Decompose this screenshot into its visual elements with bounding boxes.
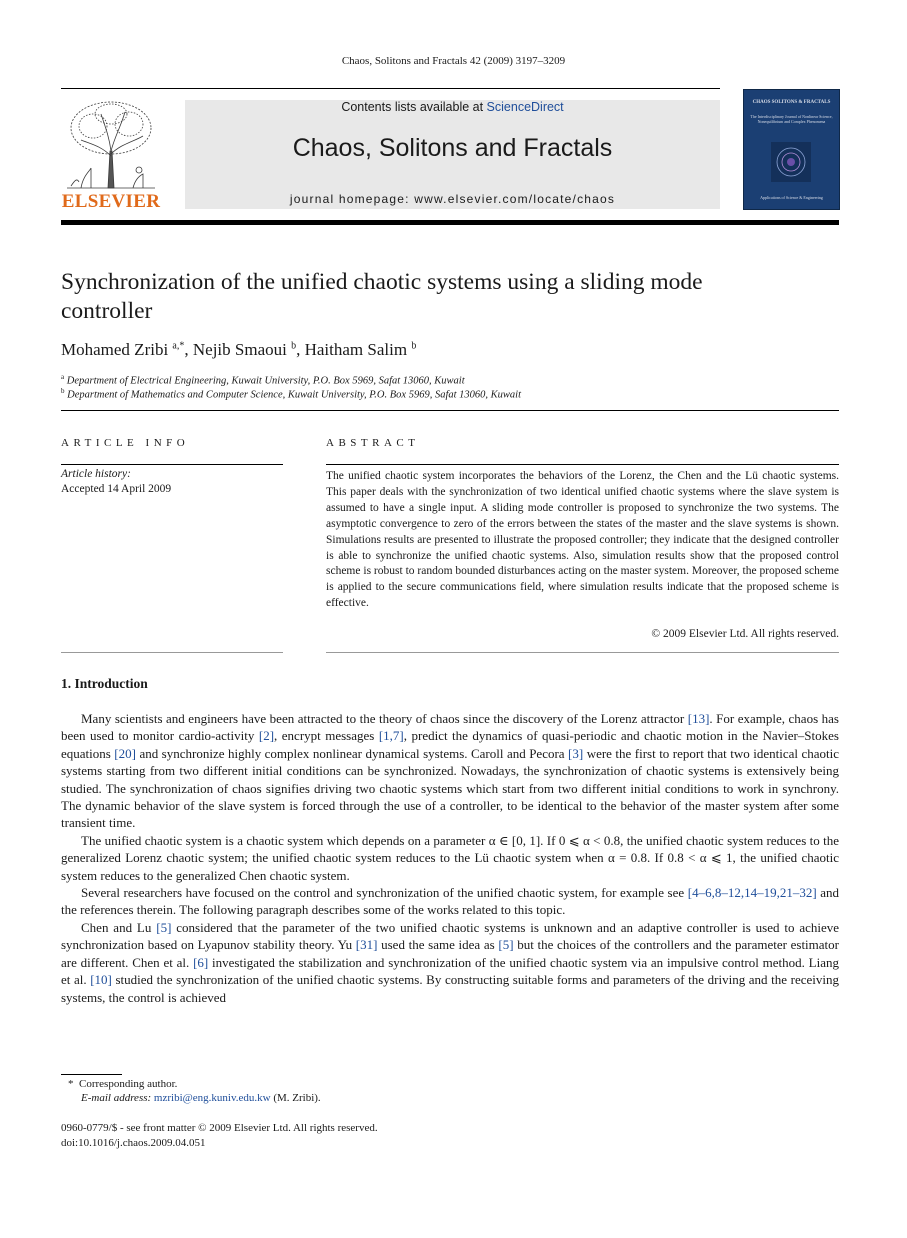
- author-affiliation-mark[interactable]: b: [291, 340, 297, 352]
- citation-link[interactable]: [2]: [258, 728, 275, 744]
- top-rule: [61, 88, 720, 89]
- abstract-rule: [326, 464, 839, 465]
- citation-link[interactable]: [13]: [687, 711, 710, 726]
- sciencedirect-link[interactable]: ScienceDirect: [486, 100, 564, 114]
- email-link[interactable]: mzribi@eng.kuniv.edu.kw: [153, 1092, 271, 1104]
- author-affiliation-mark[interactable]: b: [411, 340, 417, 352]
- author-list: Mohamed Zribi $^{a,*}$, Nejib Smaoui $^b$, Haitham Salim $^b$: [61, 340, 417, 359]
- paragraph: Several researchers have focused on the control and synchronization of the unified chaotic system, for example see [4–6,8–12,14–19,21–32] and the references therein. The following paragraph describes some of the works related to this topic.: [61, 885, 839, 918]
- article-info-bottom-rule: [61, 652, 283, 653]
- abstract-bottom-rule: [326, 652, 839, 653]
- citation-link[interactable]: [6]: [193, 954, 209, 970]
- email-note: E-mail address: mzribi@eng.kuniv.edu.kw (M. Zribi).: [81, 1092, 321, 1104]
- running-header: Chaos, Solitons and Fractals 42 (2009) 3197–3209: [341, 55, 566, 67]
- contents-line: [185, 100, 720, 114]
- author-affiliation-mark[interactable]: a,*: [172, 340, 185, 352]
- citation-link[interactable]: [3]: [568, 745, 584, 761]
- citation-link[interactable]: [5]: [498, 937, 514, 953]
- paragraph: Many scientists and engineers have been attracted to the theory of chaos since the discovery of the Lorenz attractor [13]. For example, chaos has been used to monitor cardio-activity [2], encrypt messages [1,7], predict the dynamics of quasi-periodic and chaotic motion in the Navier–Stokes equations [20] and synchronize highly complex nonlinear dynamical systems. Caroll and Pecora [3] were the first to report that two identical chaotic systems starting from two different initial conditions can be synchronized. Nowadays, the synchronization of chaotic systems is extensively being studied. The synchronization of chaos signifies driving two chaotic systems which start from two different initial conditions to work in synchrony. The dynamic behavior of the slave system is forced through the use of a controller, to be identical to the behavior of the master system after some transient time.: [61, 711, 839, 831]
- article-info-heading: ARTICLE INFO: [61, 437, 190, 449]
- cover-fractal-icon: [771, 142, 811, 182]
- author-name: Haitham Salim: [304, 340, 408, 359]
- article-info-rule: [61, 464, 283, 465]
- journal-title: Chaos, Solitons and Fractals: [292, 134, 613, 162]
- citation-link[interactable]: [31]: [355, 937, 378, 953]
- cover-subtitle: The Interdisciplinary Journal of Nonlinear Science, Nonequilibrium and Complex Phenomena: [750, 114, 833, 124]
- cover-title: CHAOS SOLITONS & FRACTALS: [752, 100, 831, 105]
- paragraph: Chen and Lu [5] considered that the parameter of the two unified chaotic systems is unknown and an adaptive controller is used to achieve synchronization based on Lyapunov stability theory. Yu [31] used the same idea as [5] but the choices of the controllers and the parameter estimator are different. Chen et al. [6] investigated the stabilization and synchronization of the unified chaotic system via an impulsive control method. Liang et al. [10] studied the synchronization of the unified chaotic systems. By constructing suitable forms and parameters of the driving and the receiving systems, the control is achieved: [61, 919, 840, 1005]
- affiliation-divider: [61, 410, 839, 411]
- affiliation-a: $^a$ Department of Electrical Engineering, Kuwait University, P.O. Box 5969, Safat 13060, Kuwait: [61, 373, 465, 387]
- journal-cover-thumbnail[interactable]: [743, 89, 840, 210]
- citation-link[interactable]: [10]: [90, 972, 112, 988]
- contents-prefix: Contents lists available at: [341, 100, 487, 114]
- citation-link[interactable]: [4–6,8–12,14–19,21–32]: [687, 885, 817, 901]
- accepted-date: Accepted 14 April 2009: [61, 483, 172, 495]
- elsevier-logo-text: ELSEVIER: [61, 191, 161, 212]
- introduction-body: [61, 710, 839, 1006]
- citation-link[interactable]: [20]: [114, 745, 136, 761]
- doi-line[interactable]: doi:10.1016/j.chaos.2009.04.051: [61, 1137, 206, 1149]
- article-history-label: Article history:: [61, 468, 131, 480]
- citation-link[interactable]: [5]: [156, 919, 172, 935]
- header-divider: [61, 220, 839, 225]
- journal-homepage[interactable]: journal homepage: www.elsevier.com/locate/chaos: [289, 192, 616, 206]
- abstract-heading: ABSTRACT: [326, 437, 420, 449]
- author-name: Mohamed Zribi: [61, 340, 169, 359]
- cover-footer: Applications of Science & Engineering: [760, 195, 823, 200]
- introduction-heading: 1. Introduction: [61, 676, 148, 691]
- article-title: Synchronization of the unified chaotic systems using a sliding mode controller: [61, 269, 703, 324]
- front-matter-line: 0960-0779/$ - see front matter © 2009 Elsevier Ltd. All rights reserved.: [61, 1122, 378, 1134]
- author-name: Nejib Smaoui: [192, 340, 287, 359]
- abstract-text: The unified chaotic system incorporates the behaviors of the Lorenz, the Chen and the Lü chaotic systems. This paper deals with the synchronization of two identical unified chaotic systems where the slave system is assumed to have a single input. A sliding mode controller is proposed to synchronize the two systems. The asymptotic convergence to zero of the errors between the states of the master and the slave systems is shown. Simulations results are presented to illustrate the proposed controller; they indicate that the designed controller is able to synchronize the unified chaotic systems. Also, simulation results show that the proposed control scheme is robust to random bounded disturbances acting on the master system. Moreover, the proposed scheme is applied to the secure communications field, where simulation results indicate that the proposed scheme is effective.: [326, 470, 839, 610]
- abstract-copyright: © 2009 Elsevier Ltd. All rights reserved.: [651, 628, 839, 640]
- corresponding-author-note: * Corresponding author.: [68, 1078, 178, 1090]
- affiliation-b: $^b$ Department of Mathematics and Computer Science, Kuwait University, P.O. Box 5969, Safat 13060, Kuwait: [61, 387, 522, 401]
- paragraph: The unified chaotic system is a chaotic system which depends on a parameter α ∈ [0, 1]. If 0 ⩽ α < 0.8, the unified chaotic system reduces to the generalized Lorenz chaotic system; the unified chaotic system reduces to the Lü chaotic system when α = 0.8. If 0.8 < α ⩽ 1, the unified chaotic system reduces to the generalized Chen chaotic system.: [61, 832, 839, 883]
- footnote-rule: [61, 1074, 122, 1075]
- citation-link[interactable]: [1,7]: [378, 728, 404, 744]
